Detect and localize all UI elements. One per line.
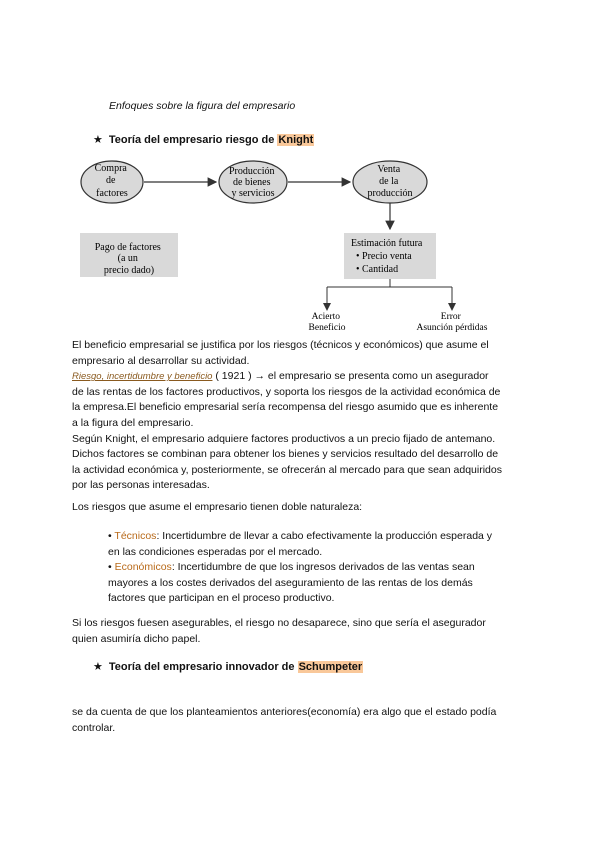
box-right-line: Estimación futura [351,238,423,249]
text-line: Si los riesgos fuesen asegurables, el riesgo no desaparece, sino que sería el asegurador [72,617,486,629]
box-right-line: • Cantidad [356,264,399,275]
heading-highlight: Knight [278,134,314,146]
heading-text: Teoría del empresario innovador de [108,661,298,673]
paragraph-insurable [72,616,532,647]
text-line: mayores a los costes derivados del aseguramiento de las rentas de los demás [108,576,473,589]
text-line: quien asumiría dicho papel. [72,632,201,645]
text-line [72,369,532,385]
page-subtitle: Enfoques sobre la figura del empresario [109,100,296,112]
paragraph-knight [72,338,532,494]
text-line: por las personas interesadas. [72,479,210,492]
bullet: • [108,561,112,574]
list-item [108,529,538,545]
node2-line: de bienes [233,177,271,188]
paragraph-risks [72,500,532,516]
paragraph-schumpeter [72,705,532,736]
node3-line: Venta [377,164,401,175]
box-left-line: Pago de factores [94,242,161,253]
text-line: la empresa.El beneficio empresarial sería recompensa del riesgo asumido que es inherente [72,401,499,414]
node1-line: factores [96,188,128,199]
text-line: a la figura del empresario. [72,416,194,429]
node2-line: y servicios [231,188,275,199]
outcome-right-line: Asunción pérdidas [416,323,488,333]
text-line: de las rentas de los factores productivos, y soporta los riesgos de la actividad económica de [72,385,501,398]
box-right-line: • Precio venta [356,251,412,262]
term-tecnicos: Técnicos [114,530,157,542]
bullet: • [108,530,112,542]
text-line: empresario al desarrollar su actividad. [72,354,250,367]
svg-text:Acierto Beneficio [309,312,346,333]
node2-line: Producción [228,166,275,177]
box-left-line: (a un [117,253,138,264]
heading-highlight: Schumpeter [298,661,363,673]
text-fragment: : Incertidumbre de que los ingresos derivados de las ventas sean [171,561,475,574]
section-heading-schumpeter [93,660,363,673]
knight-diagram [72,155,542,335]
outcome-left-line: Beneficio [308,323,346,333]
text-line: Dichos factores se combinan para obtener los bienes y servicios resultado del desarrollo de [72,448,499,461]
text-fragment: : Incertidumbre de llevar a cabo efectivamente la producción esperada y [156,530,493,542]
star-icon: ★ [93,661,103,673]
svg-text:Error Asunción pérdidas [417,312,488,333]
text-line: en las condiciones esperadas por el mercado. [108,545,323,558]
section-heading-knight [93,133,314,146]
node3-line: de la [379,176,399,187]
risk-bullet-list [108,529,538,607]
list-item [108,560,538,576]
node1-line: de [106,175,116,186]
text-line: controlar. [72,721,116,734]
text-line: factores que participan en el proceso productivo. [108,592,335,605]
outcome-right-line: Error [440,312,461,322]
book-link[interactable]: Riesgo, incertidumbre y beneficio [72,371,213,383]
node1-line: Compra [94,163,127,174]
text-line: Los riesgos que asume el empresario tienen doble naturaleza: [72,501,363,513]
star-icon: ★ [93,134,103,146]
text-line: la actividad económica y, posteriormente, se ofrecerán al mercado para que sean adquiridos [72,463,502,476]
heading-text: Teoría del empresario riesgo de [108,134,278,146]
text-fragment: ( 1921 ) → el empresario se presenta como un asegurador [212,370,489,383]
text-line: El beneficio empresarial se justifica por los riesgos (técnicos y económicos) que asume el [72,339,489,351]
box-left-line: precio dado) [103,265,155,276]
text-line: Según Knight, el empresario adquiere factores productivos a un precio fijado de antemano. [72,432,496,445]
node3-line: producción [367,188,413,199]
term-economicos: Económicos [114,561,172,574]
svg-text:Producción de bienes y [229,166,277,199]
outcome-left-line: Acierto [311,312,341,322]
text-line: se da cuenta de que los planteamientos anteriores(economía) era algo que el estado podía [72,706,497,718]
